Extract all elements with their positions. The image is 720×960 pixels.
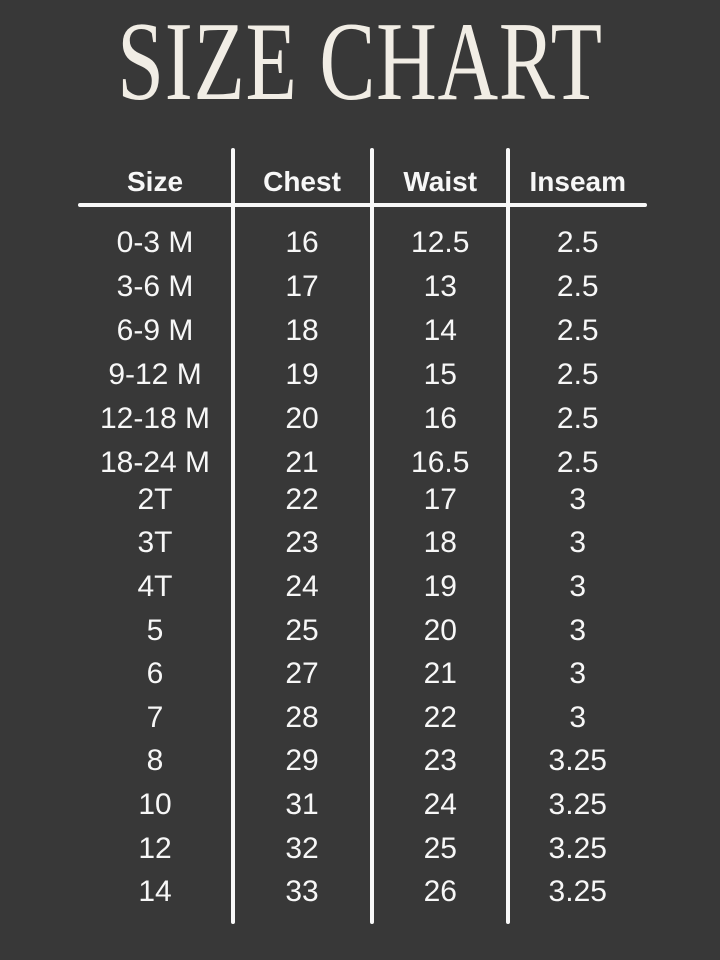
table-cell-inseam: 3 <box>569 569 587 603</box>
table-row <box>78 221 647 265</box>
table-cell-size: 12 <box>138 831 172 865</box>
table-cell-chest: 31 <box>285 787 319 821</box>
table-cell-inseam: 3 <box>569 700 587 734</box>
table-cell-waist: 16 <box>423 402 457 435</box>
column-header-size: Size <box>126 166 184 197</box>
table-cell-inseam: 2.5 <box>556 314 599 347</box>
table-cell-chest: 20 <box>285 402 319 435</box>
table-cell-waist: 17 <box>423 482 457 516</box>
table-cell-waist: 13 <box>423 270 457 303</box>
table-cell-inseam: 3.25 <box>548 875 607 909</box>
table-cell-size: 5 <box>146 613 164 647</box>
column-header-waist: Waist <box>403 166 478 197</box>
table-cell-size: 14 <box>138 875 172 909</box>
table-cell-waist: 24 <box>423 787 457 821</box>
table-cell-waist: 21 <box>423 657 457 691</box>
table-cell-chest: 24 <box>285 569 319 603</box>
table-cell-inseam: 3 <box>569 482 587 516</box>
table-row <box>78 652 647 696</box>
table-cell-size: 12-18 M <box>99 402 211 435</box>
table-cell-inseam: 3 <box>569 613 587 647</box>
table-cell-inseam: 3.25 <box>548 831 607 865</box>
table-cell-chest: 17 <box>285 270 319 303</box>
table-cell-waist: 18 <box>423 526 457 560</box>
table-cell-chest: 19 <box>285 358 319 391</box>
table-cell-size: 9-12 M <box>108 358 202 391</box>
table-cell-waist: 12.5 <box>411 226 470 259</box>
table-body <box>78 221 647 914</box>
table-cell-waist: 20 <box>423 613 457 647</box>
table-cell-waist: 23 <box>423 744 457 778</box>
table-row <box>78 522 647 566</box>
table-cell-chest: 18 <box>285 314 319 347</box>
table-cell-chest: 23 <box>285 526 319 560</box>
table-cell-waist: 26 <box>423 875 457 909</box>
table-cell-waist: 19 <box>423 569 457 603</box>
table-cell-inseam: 3 <box>569 526 587 560</box>
table-cell-chest: 25 <box>285 613 319 647</box>
table-cell-inseam: 2.5 <box>556 270 599 303</box>
column-header-chest: Chest <box>263 166 341 197</box>
table-cell-size: 10 <box>138 787 172 821</box>
table-row <box>78 397 647 441</box>
table-cell-chest: 33 <box>285 875 319 909</box>
table-cell-waist: 16.5 <box>411 446 470 479</box>
table-cell-inseam: 2.5 <box>556 446 599 479</box>
table-cell-chest: 22 <box>285 482 319 516</box>
column-header-inseam: Inseam <box>529 166 626 197</box>
table-cell-size: 0-3 M <box>116 226 194 259</box>
table-cell-size: 4T <box>137 569 173 603</box>
table-row <box>78 827 647 871</box>
table-row <box>78 265 647 309</box>
table-cell-size: 3-6 M <box>116 270 194 303</box>
table-row <box>78 740 647 784</box>
table-cell-chest: 16 <box>285 226 319 259</box>
table-cell-chest: 32 <box>285 831 319 865</box>
table-cell-chest: 27 <box>285 657 319 691</box>
table-cell-waist: 22 <box>423 700 457 734</box>
header-underline <box>78 203 647 207</box>
table-cell-chest: 28 <box>285 700 319 734</box>
table-row <box>78 441 647 485</box>
table-cell-size: 2T <box>137 482 173 516</box>
table-row <box>78 309 647 353</box>
table-cell-waist: 15 <box>423 358 457 391</box>
table-cell-inseam: 3.25 <box>548 787 607 821</box>
table-cell-inseam: 3.25 <box>548 744 607 778</box>
table-cell-size: 3T <box>137 526 173 560</box>
table-cell-waist: 25 <box>423 831 457 865</box>
table-cell-inseam: 2.5 <box>556 402 599 435</box>
table-cell-size: 6-9 M <box>116 314 194 347</box>
table-cell-size: 7 <box>146 700 164 734</box>
table-cell-chest: 21 <box>285 446 319 479</box>
table-row <box>78 696 647 740</box>
table-row <box>78 783 647 827</box>
table-cell-size: 18-24 M <box>99 446 211 479</box>
page-title: SIZE CHART <box>117 0 603 124</box>
table-cell-inseam: 2.5 <box>556 226 599 259</box>
table-row <box>78 870 647 914</box>
table-header-row <box>78 160 647 204</box>
size-table <box>78 148 647 926</box>
table-cell-inseam: 2.5 <box>556 358 599 391</box>
table-row <box>78 609 647 653</box>
table-cell-inseam: 3 <box>569 657 587 691</box>
table-row <box>78 353 647 397</box>
table-cell-waist: 14 <box>423 314 457 347</box>
table-row <box>78 478 647 522</box>
table-cell-size: 6 <box>146 657 164 691</box>
table-cell-chest: 29 <box>285 744 319 778</box>
table-cell-size: 8 <box>146 744 164 778</box>
table-row <box>78 565 647 609</box>
